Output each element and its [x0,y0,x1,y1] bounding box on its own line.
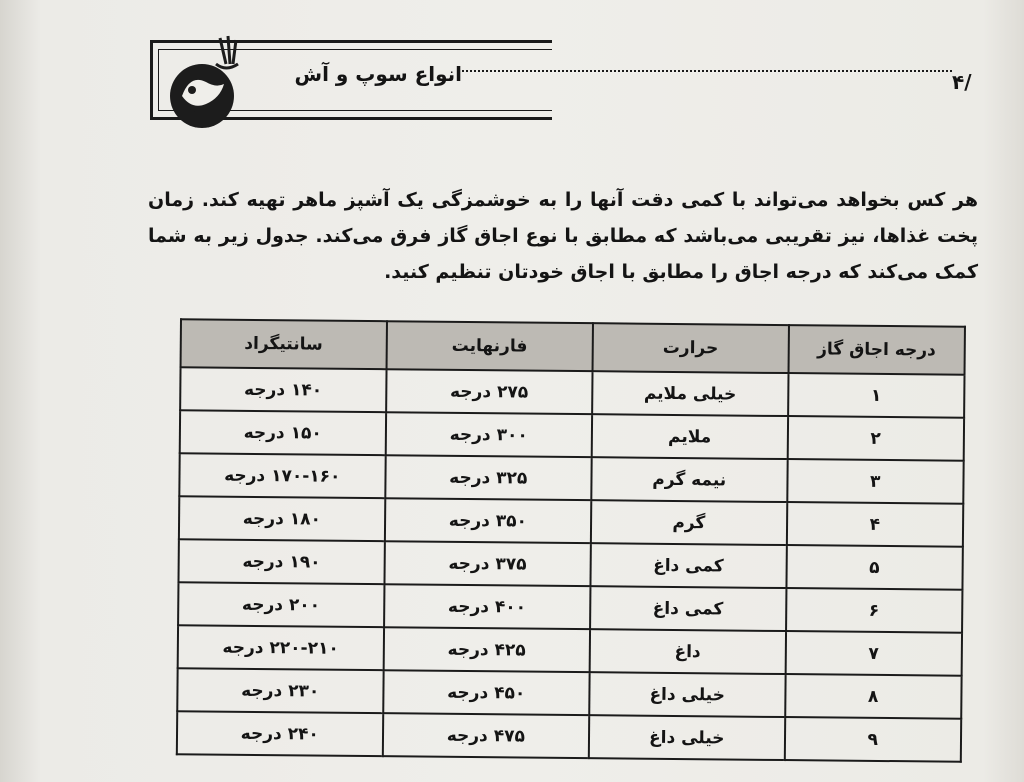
cell-heat: کمی داغ [590,586,786,631]
cell-fahrenheit: ۲۷۵ درجه [386,369,593,414]
cell-heat: داغ [590,629,786,674]
cell-celsius: ۱۸۰ درجه [179,496,385,541]
table-row [179,496,963,547]
table-header-row [181,319,965,375]
cell-gas-mark: ۴ [786,502,963,547]
dotted-leader [462,70,952,72]
table-row [178,539,962,590]
chapter-title: انواع سوپ و آش [294,62,462,86]
cell-gas-mark: ۷ [785,631,962,676]
header-fahrenheit: فارنهایت [386,321,593,371]
cell-celsius: ۱۴۰ درجه [180,367,386,412]
cell-fahrenheit: ۴۲۵ درجه [383,627,590,672]
cell-celsius: ۱۹۰ درجه [178,539,384,584]
cell-fahrenheit: ۴۷۵ درجه [382,713,589,758]
cell-heat: کمی داغ [591,543,787,588]
header-heat: حرارت [593,323,789,373]
header-celsius: سانتیگراد [181,319,387,369]
chef-hand-icon [162,34,252,134]
table-row [179,453,963,504]
cell-heat: گرم [591,500,787,545]
cell-fahrenheit: ۳۰۰ درجه [385,412,592,457]
cell-fahrenheit: ۴۵۰ درجه [383,670,590,715]
cell-celsius: ۱۵۰ درجه [180,410,386,455]
cell-gas-mark: ۳ [787,459,964,504]
header-gas-mark: درجه اجاق گاز [788,325,965,375]
cell-fahrenheit: ۳۷۵ درجه [384,541,591,586]
table-row [180,367,964,418]
cell-celsius: ۲۳۰ درجه [177,668,383,713]
cell-celsius: ۱۷۰-۱۶۰ درجه [179,453,385,498]
cell-gas-mark: ۹ [784,717,961,762]
table-row [180,410,964,461]
cell-heat: خیلی ملایم [592,371,788,416]
cell-gas-mark: ۱ [788,373,965,418]
cell-fahrenheit: ۴۰۰ درجه [384,584,591,629]
intro-paragraph: هر کس بخواهد می‌تواند با کمی دقت آنها را به خوشمزگی یک آشپز ماهر تهیه کند. زمان پخت غذاها، نیز تقریبی می‌باشد که مطابق با نوع اجاق گاز فرق می‌کند. جدول زیر به شما کمک می‌کند که درجه اجاق را مطابق با اجاق خودتان تنظیم کنید. [148,189,978,283]
table-row [177,668,961,719]
cell-gas-mark: ۸ [785,674,962,719]
cell-heat: خیلی داغ [589,715,785,760]
cell-heat: خیلی داغ [589,672,785,717]
table-row [178,582,962,633]
table-row [177,711,961,762]
cell-gas-mark: ۶ [786,588,963,633]
cell-heat: ملایم [592,414,788,459]
oven-temperature-table [176,318,966,754]
page-number: /۴ [952,70,972,94]
cell-heat: نیمه گرم [591,457,787,502]
cell-fahrenheit: ۳۲۵ درجه [385,455,592,500]
cell-fahrenheit: ۳۵۰ درجه [384,498,591,543]
cell-celsius: ۲۲۰-۲۱۰ درجه [178,625,384,670]
cell-gas-mark: ۵ [786,545,963,590]
cell-celsius: ۲۴۰ درجه [177,711,383,756]
cell-celsius: ۲۰۰ درجه [178,582,384,627]
table-row [178,625,962,676]
cell-gas-mark: ۲ [787,416,964,461]
